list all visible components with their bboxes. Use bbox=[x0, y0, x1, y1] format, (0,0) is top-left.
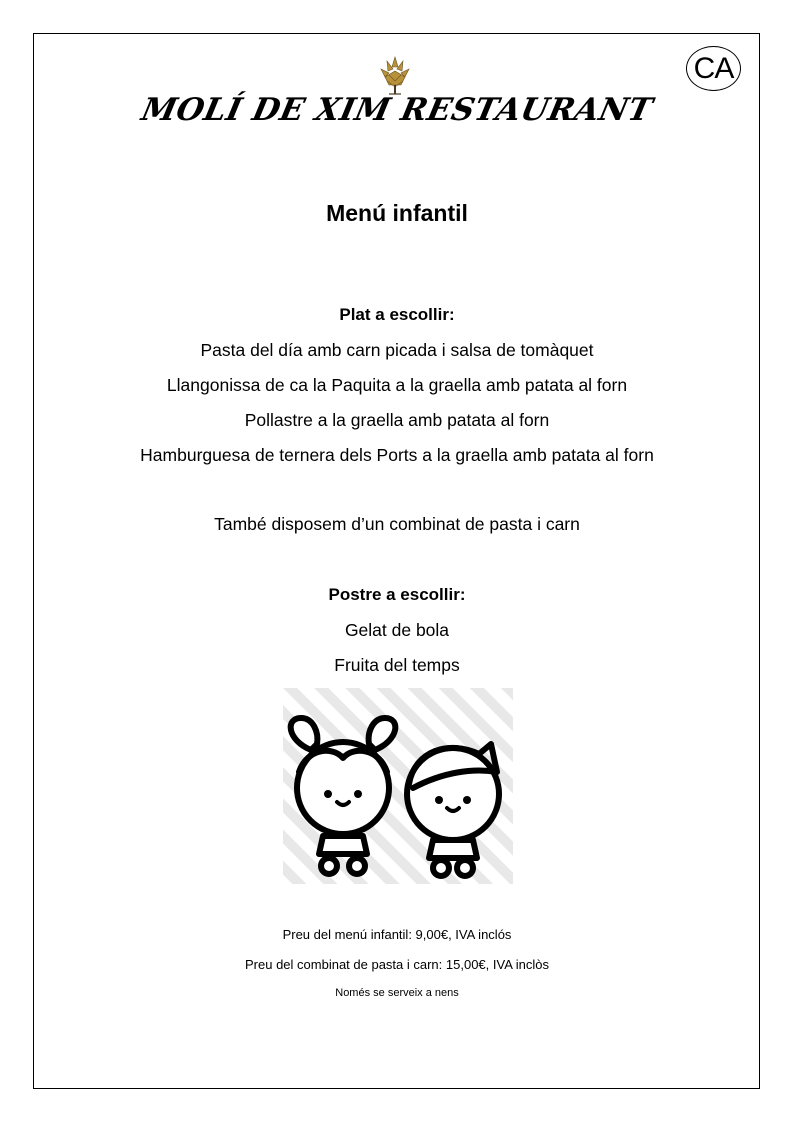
main-item: Llangonissa de ca la Paquita a la graella amb patata al forn bbox=[166, 375, 628, 395]
combo-price: Preu del combinat de pasta i carn: 15,00€, IVA inclòs bbox=[245, 957, 549, 972]
main-item: Hamburguesa de ternera dels Ports a la graella amb patata al forn bbox=[140, 445, 654, 465]
combo-note: També disposem d’un combinat de pasta i carn bbox=[214, 514, 580, 534]
restaurant-name: MOLÍ DE XIM RESTAURANT bbox=[138, 92, 656, 128]
artichoke-logo-icon bbox=[375, 53, 415, 95]
main-item: Pasta del día amb carn picada i salsa de tomàquet bbox=[200, 340, 594, 360]
main-item: Pollastre a la graella amb patata al forn bbox=[244, 410, 550, 430]
dessert-item: Fruita del temps bbox=[334, 655, 460, 675]
kids-illustration-icon bbox=[283, 688, 513, 884]
menu-price: Preu del menú infantil: 9,00€, IVA inclós bbox=[282, 927, 512, 942]
dessert-item: Gelat de bola bbox=[344, 620, 450, 640]
language-label: CA bbox=[693, 51, 734, 85]
language-badge[interactable] bbox=[686, 46, 741, 91]
restriction-note: Només se serveix a nens bbox=[335, 987, 459, 999]
desserts-heading: Postre a escollir: bbox=[328, 585, 466, 604]
menu-title: Menú infantil bbox=[326, 200, 468, 226]
mains-heading: Plat a escollir: bbox=[339, 305, 455, 324]
